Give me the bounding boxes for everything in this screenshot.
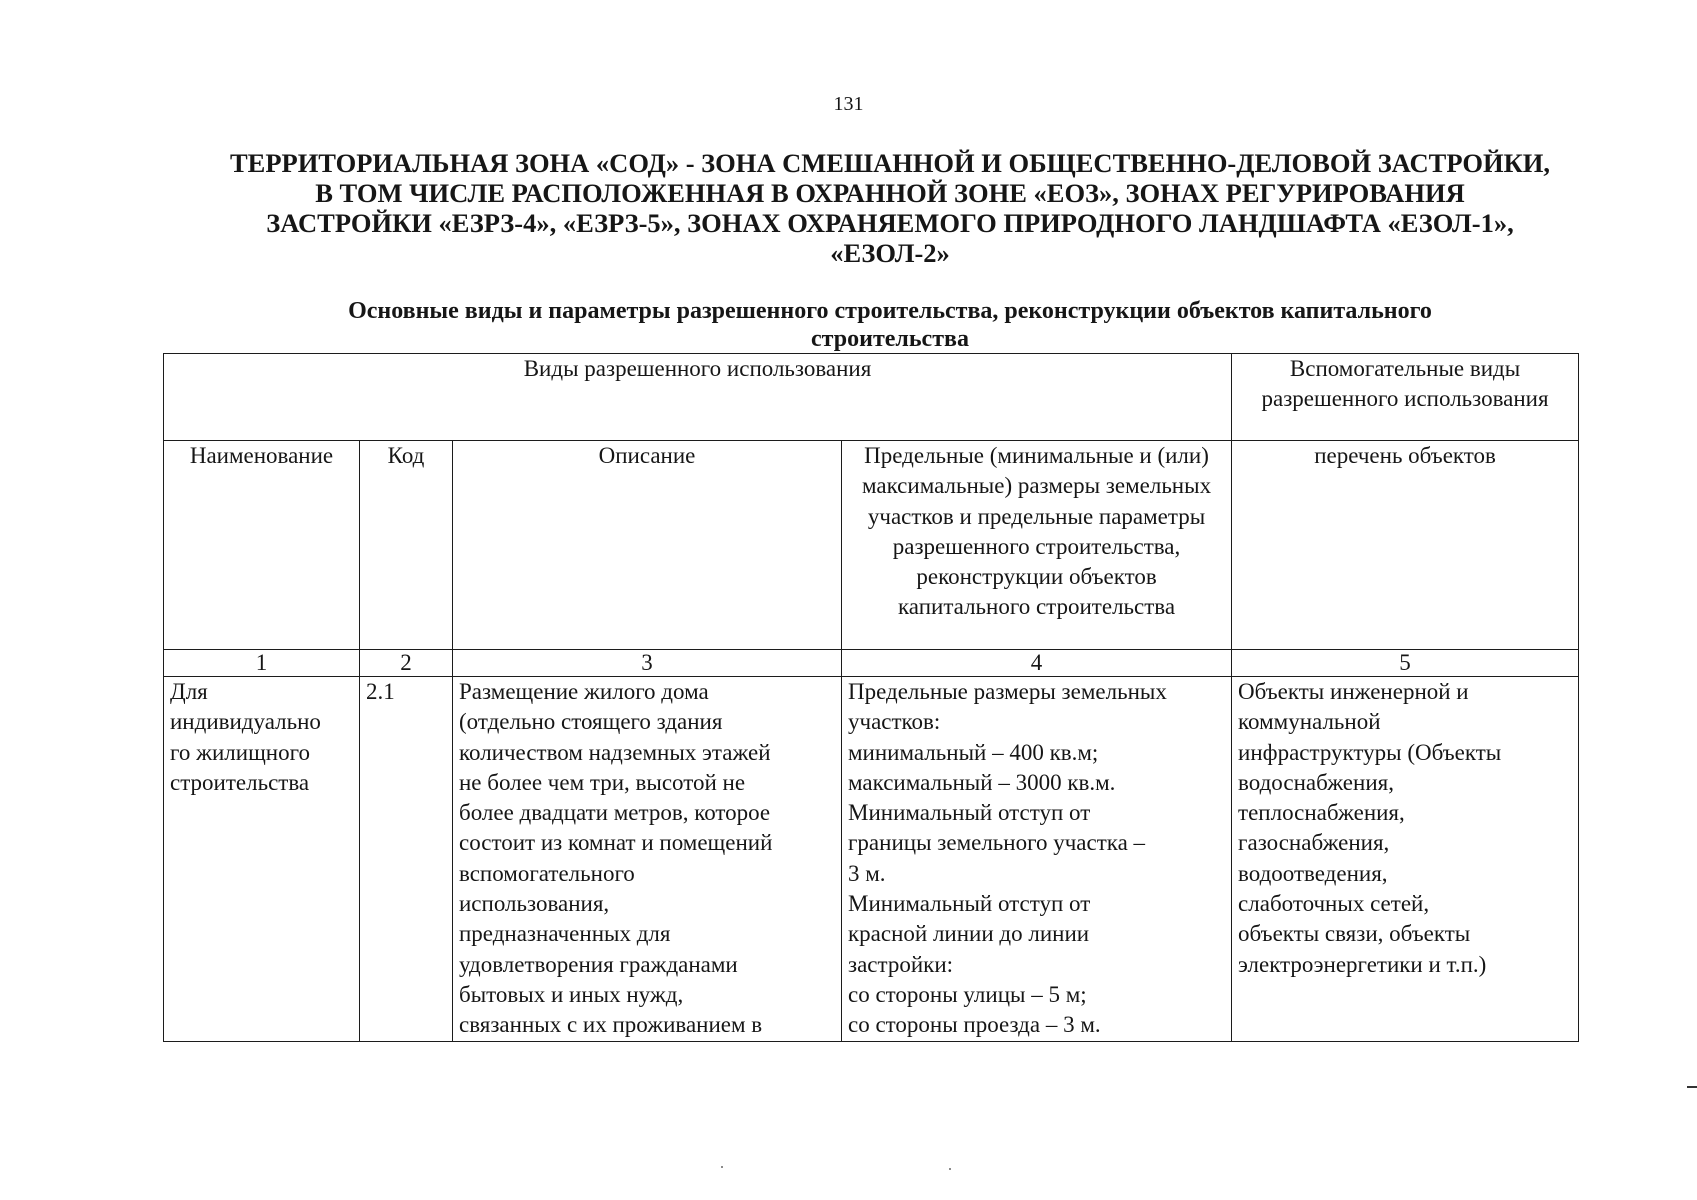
group-header-row — [164, 354, 1579, 441]
page-number: 131 — [833, 93, 864, 115]
col-number: 4 — [842, 650, 1232, 677]
use-code-cell: 2.1 — [360, 677, 453, 1042]
table-row — [164, 677, 1579, 1042]
auxiliary-objects-cell: Объекты инженерной и коммунальной инфраструктуры (Объекты водоснабжения, теплоснабжения, газоснабжения, водоотведения, слаботочных сетей, объекты связи, объекты электроэнергетики и т.п.) — [1232, 677, 1579, 1042]
use-parameters-cell: Предельные размеры земельных участков: минимальный – 400 кв.м; максимальный – 3000 кв.м. Минимальный отступ от границы земельного участка – 3 м. Минимальный отступ от красной линии до линии застройки: со стороны улицы – 5 м; со стороны проезда – 3 м. — [842, 677, 1232, 1042]
col-number: 5 — [1232, 650, 1579, 677]
auxiliary-uses-header: Вспомогательные виды разрешенного использования — [1232, 354, 1579, 441]
scan-edge-mark — [1687, 1086, 1697, 1088]
permitted-use-table — [163, 353, 1579, 1042]
zone-title-line: В ТОМ ЧИСЛЕ РАСПОЛОЖЕННАЯ В ОХРАННОЙ ЗОНЕ «ЕОЗ», ЗОНАХ РЕГУРИРОВАНИЯ — [315, 178, 1465, 208]
zone-title-line: ТЕРРИТОРИАЛЬНАЯ ЗОНА «СОД» - ЗОНА СМЕШАННОЙ И ОБЩЕСТВЕННО-ДЕЛОВОЙ ЗАСТРОЙКИ, — [229, 148, 1551, 178]
col-header-code: Код — [360, 441, 453, 650]
col-number: 1 — [164, 650, 360, 677]
subtitle-line: Основные виды и параметры разрешенного строительства, реконструкции объектов капитального — [348, 298, 1432, 324]
scan-speck — [721, 1166, 723, 1168]
use-name-cell: Для индивидуально го жилищного строительства — [164, 677, 360, 1042]
use-description-cell: Размещение жилого дома (отдельно стоящего здания количеством надземных этажей не более чем три, высотой не более двадцати метров, которое состоит из комнат и помещений вспомогательного использования, предназначенных для удовлетворения гражданами бытовых и иных нужд, связанных с их проживанием в — [453, 677, 842, 1042]
column-header-row — [164, 441, 1579, 650]
main-uses-header: Виды разрешенного использования — [164, 354, 1232, 441]
column-number-row — [164, 650, 1579, 677]
section-subtitle — [200, 297, 1580, 353]
col-header-parameters: Предельные (минимальные и (или) максимальные) размеры земельных участков и предельные параметры разрешенного строительства, реконструкции объектов капитального строительства — [842, 441, 1232, 650]
col-number: 3 — [453, 650, 842, 677]
col-number: 2 — [360, 650, 453, 677]
col-header-description: Описание — [453, 441, 842, 650]
subtitle-line: строительства — [811, 326, 969, 352]
zone-title-line: «ЕЗОЛ-2» — [830, 238, 950, 268]
col-header-name: Наименование — [164, 441, 360, 650]
scan-speck — [949, 1168, 951, 1170]
col-header-objects: перечень объектов — [1232, 441, 1579, 650]
zone-title — [200, 148, 1580, 268]
zone-title-line: ЗАСТРОЙКИ «ЕЗРЗ-4», «ЕЗРЗ-5», ЗОНАХ ОХРАНЯЕМОГО ПРИРОДНОГО ЛАНДШАФТА «ЕЗОЛ-1», — [266, 208, 1514, 238]
